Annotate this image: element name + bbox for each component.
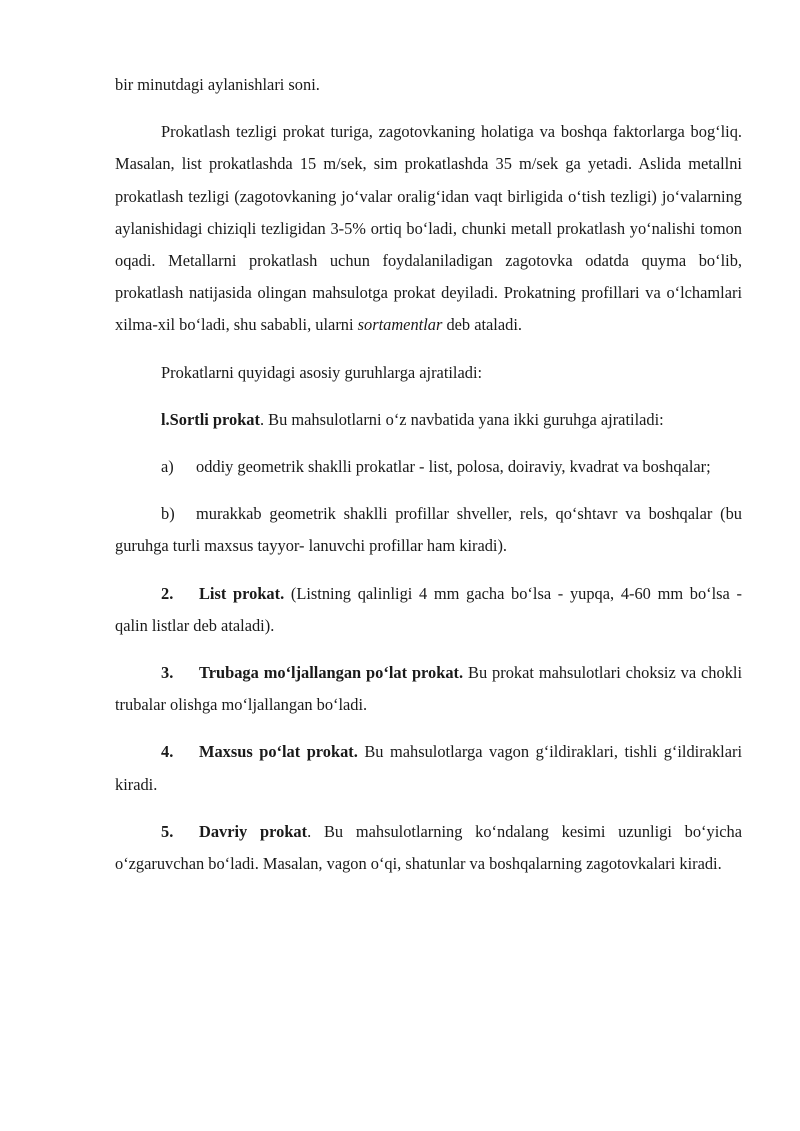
numbered-item-4 [115, 736, 742, 800]
paragraph-text: bir minutdagi aylanishlari soni. [115, 75, 320, 94]
italic-term: sortamentlar [357, 315, 443, 335]
bold-heading: Maxsus po‘lat prokat. [199, 742, 358, 762]
paragraph-rolling-speed [115, 116, 742, 341]
item-number: 2. [161, 583, 174, 603]
bold-heading: List prokat. [199, 583, 285, 603]
bold-heading: Davriy prokat [199, 821, 308, 841]
list-marker: b) [161, 504, 175, 524]
item-number: 4. [161, 742, 174, 762]
list-item-text: murakkab geometrik shaklli profillar shveller, rels, qo‘shtavr va boshqalar (bu guruhga turli maxsus tayyor- lanuvchi profillar ham kiradi). [115, 504, 742, 556]
item-text: (Listning qalinligi 4 mm gacha bo‘lsa - yupqa, 4-60 mm bo‘lsa - qalin listlar deb ataladi). [115, 583, 742, 635]
list-item-a [115, 451, 742, 483]
paragraph-groups-intro [115, 357, 742, 389]
item-text: . Bu mahsulotlarning ko‘ndalang kesimi uzunligi bo‘yicha o‘zgaruvchan bo‘ladi. Masalan, vagon o‘qi, shatunlar va boshqalarning zagotovkalari kiradi. [115, 821, 742, 874]
numbered-item-5 [115, 816, 742, 880]
paragraph-text: . Bu mahsulotlarni o‘z navbatida yana ikki guruhga ajratiladi: [259, 409, 664, 429]
list-item-text: oddiy geometrik shaklli prokatlar - list, polosa, doiraviy, kvadrat va boshqalar; [196, 457, 711, 477]
numbered-item-2 [115, 578, 742, 642]
item-text: Bu mahsulotlarga vagon g‘ildiraklari, tishli g‘ildiraklari kiradi. [115, 742, 743, 794]
item-text: Bu prokat mahsulotlari choksiz va chokli trubalar olishga mo‘ljallangan bo‘ladi. [115, 663, 742, 715]
bold-heading: Trubaga mo‘ljallangan po‘lat prokat. [199, 663, 464, 683]
numbered-item-3 [115, 657, 742, 721]
document-page [115, 69, 742, 880]
item-number: 5. [161, 821, 174, 841]
paragraph-continuation [115, 69, 742, 101]
bold-heading: l.Sortli prokat [161, 409, 260, 429]
paragraph-text: Prokatlash tezligi prokat turiga, zagotovkaning holatiga va boshqa faktorlarga bog‘liq. Masalan, list prokatlashda 15 m/sek, sim prokatlashda 35 m/sek ga yetadi. Aslida metallni prokatlash tezligi (zagotovkaning jo‘valar oralig‘idan vaqt birligida o‘tish tezligi) jo‘valarning aylanishidagi chiziqli tezligidan 3-5% ortiq bo‘ladi, chunki metall prokatlash yo‘nalishi tomon oqadi. Metallarni prokatlash uchun foydalaniladigan zagotovka odatda quyma bo‘lib, prokatlash natijasida olingan mahsulotga prokat deyiladi. Prokatning profillari va o‘lchamlari xilma-xil bo‘ladi, shu sababli, ularni [115, 122, 742, 335]
paragraph-text: Prokatlarni quyidagi asosiy guruhlarga ajratiladi: [161, 362, 483, 382]
item-number: 3. [161, 663, 174, 683]
list-marker: a) [161, 457, 174, 477]
list-item-b [115, 498, 742, 562]
paragraph-text-end: deb ataladi. [442, 315, 522, 335]
paragraph-sortli-prokat [115, 404, 742, 436]
